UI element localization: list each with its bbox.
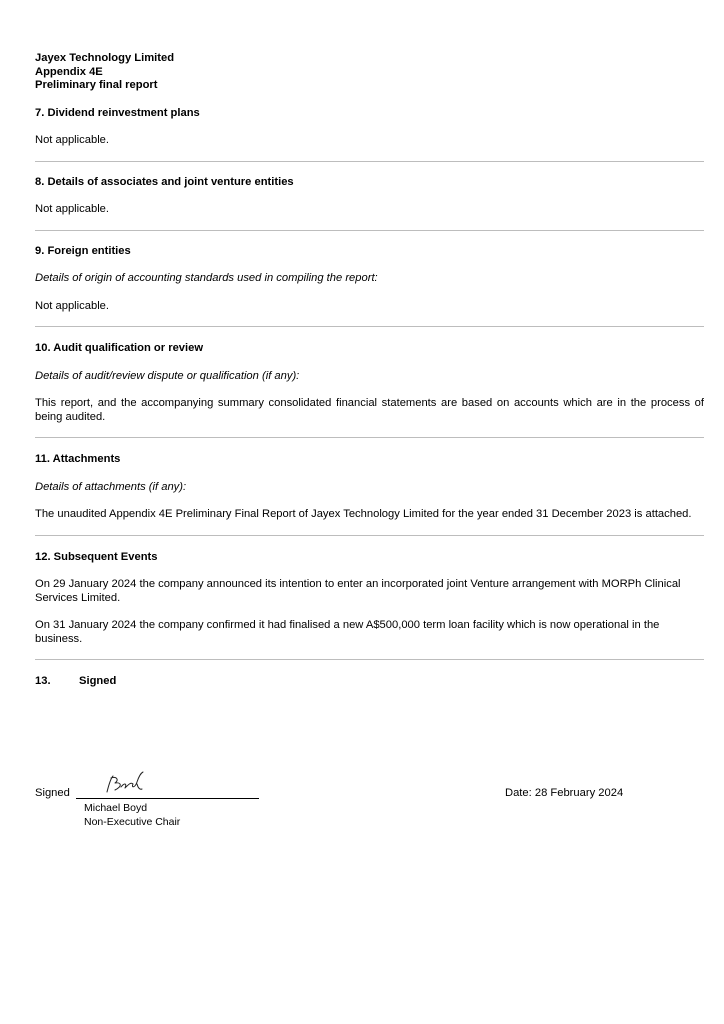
- section-body: The unaudited Appendix 4E Preliminary Final Report of Jayex Technology Limited for the year ended 31 December 2023 is attached.: [35, 508, 692, 520]
- signature-row: [35, 760, 704, 800]
- section-divider: [35, 230, 704, 231]
- signature-date: Date: 28 February 2024: [505, 786, 624, 799]
- section-subtitle: Details of audit/review dispute or qualification (if any):: [35, 369, 300, 382]
- section-audit-qualification: [35, 342, 704, 424]
- section-body: This report, and the accompanying summary consolidated financial statements are based on accounts which are in the process of being audited.: [35, 397, 704, 423]
- section-foreign-entities: [35, 245, 704, 314]
- section-title-text: Signed: [79, 675, 117, 687]
- event-paragraph: On 31 January 2024 the company confirmed it had finalised a new A$500,000 term loan facility which is now operational in the business.: [35, 619, 660, 645]
- appendix-label: Appendix 4E: [35, 65, 103, 78]
- section-attachments: [35, 453, 704, 522]
- signatory-role: Non-Executive Chair: [84, 815, 181, 828]
- section-body: Not applicable.: [35, 203, 110, 215]
- section-title: 11. Attachments: [35, 453, 121, 465]
- section-subtitle: Details of origin of accounting standards used in compiling the report:: [35, 272, 378, 284]
- handwritten-signature: [101, 770, 151, 800]
- section-title: 7. Dividend reinvestment plans: [35, 106, 200, 119]
- section-divider: [35, 535, 704, 536]
- document-page: [35, 52, 704, 828]
- event-paragraph: On 29 January 2024 the company announced its intention to enter an incorporated joint Venture arrangement with MORPh Clinical Services Limited.: [35, 578, 681, 604]
- section-title: 12. Subsequent Events: [35, 550, 158, 563]
- section-body: Not applicable.: [35, 299, 110, 312]
- section-title: 10. Audit qualification or review: [35, 342, 204, 354]
- section-divider: [35, 161, 704, 162]
- report-header: [35, 52, 704, 93]
- section-body: Not applicable.: [35, 134, 110, 146]
- signatory-block: [84, 802, 180, 829]
- signed-label: Signed: [35, 786, 70, 799]
- section-dividend-reinvestment: [35, 107, 704, 148]
- section-divider: [35, 326, 704, 327]
- section-title: [35, 675, 704, 689]
- section-divider: [35, 437, 704, 438]
- company-name: Jayex Technology Limited: [35, 52, 175, 64]
- section-signed: [35, 675, 704, 689]
- section-number: 13.: [35, 675, 51, 687]
- section-associates-joint-ventures: [35, 176, 704, 217]
- section-subtitle: Details of attachments (if any):: [35, 480, 187, 493]
- report-type: Preliminary final report: [35, 79, 158, 91]
- section-title: 8. Details of associates and joint venture entities: [35, 175, 294, 188]
- section-subsequent-events: [35, 551, 704, 647]
- section-title: 9. Foreign entities: [35, 244, 131, 257]
- signatory-name: Michael Boyd: [84, 802, 148, 814]
- section-divider: [35, 659, 704, 660]
